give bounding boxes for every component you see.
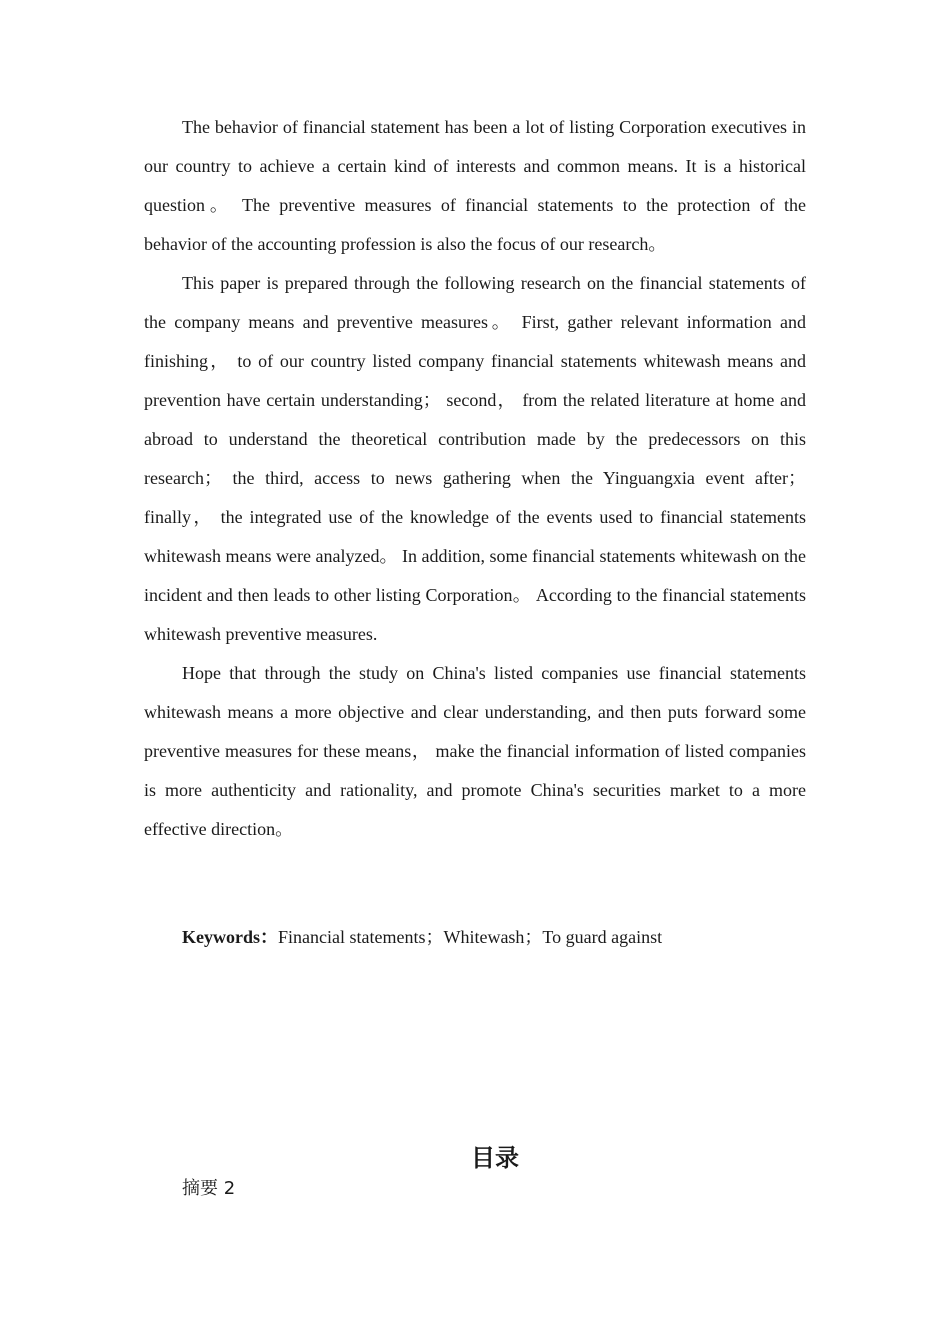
abstract-paragraph-2: This paper is prepared through the following research on the financial statements of the company means and preventive measures。 First, gather relevant information and finishing， to of our country listed company financial statements whitewash means and prevention have certain understanding； second， from the related literature at home and abroad to understand the theoretical contribution made by the predecessors on this research； the third, access to news gathering when the Yinguangxia event after； finally， the integrated use of the knowledge of the events used to financial statements whitewash means were analyzed。 In addition, some financial statements whitewash on the incident and then leads to other listing Corporation。 According to the financial statements whitewash preventive measures. <box>144 273 806 644</box>
abstract-paragraph-1: The behavior of financial statement has been a lot of listing Corporation executives in our country to achieve a certain kind of interests and common means. It is a historical question。 The preventive measures of financial statements to the protection of the behavior of the accounting profession is also the focus of our research。 <box>144 117 806 254</box>
keywords-label: Keywords： <box>182 927 278 947</box>
abstract-paragraph-3: Hope that through the study on China's listed companies use financial statements whitewash means a more objective and clear understanding, and then puts forward some preventive measures for these means， make the financial information of listed companies is more authenticity and rationality, and promote China's securities market to a more effective direction。 <box>144 663 806 839</box>
toc-title: 目录 <box>471 1144 519 1172</box>
keywords-text: Financial statements；Whitewash；To guard against <box>278 927 663 947</box>
abstract-body <box>144 108 806 849</box>
keywords-line <box>182 918 662 957</box>
toc-entry: 摘要 2 <box>182 1178 236 1199</box>
